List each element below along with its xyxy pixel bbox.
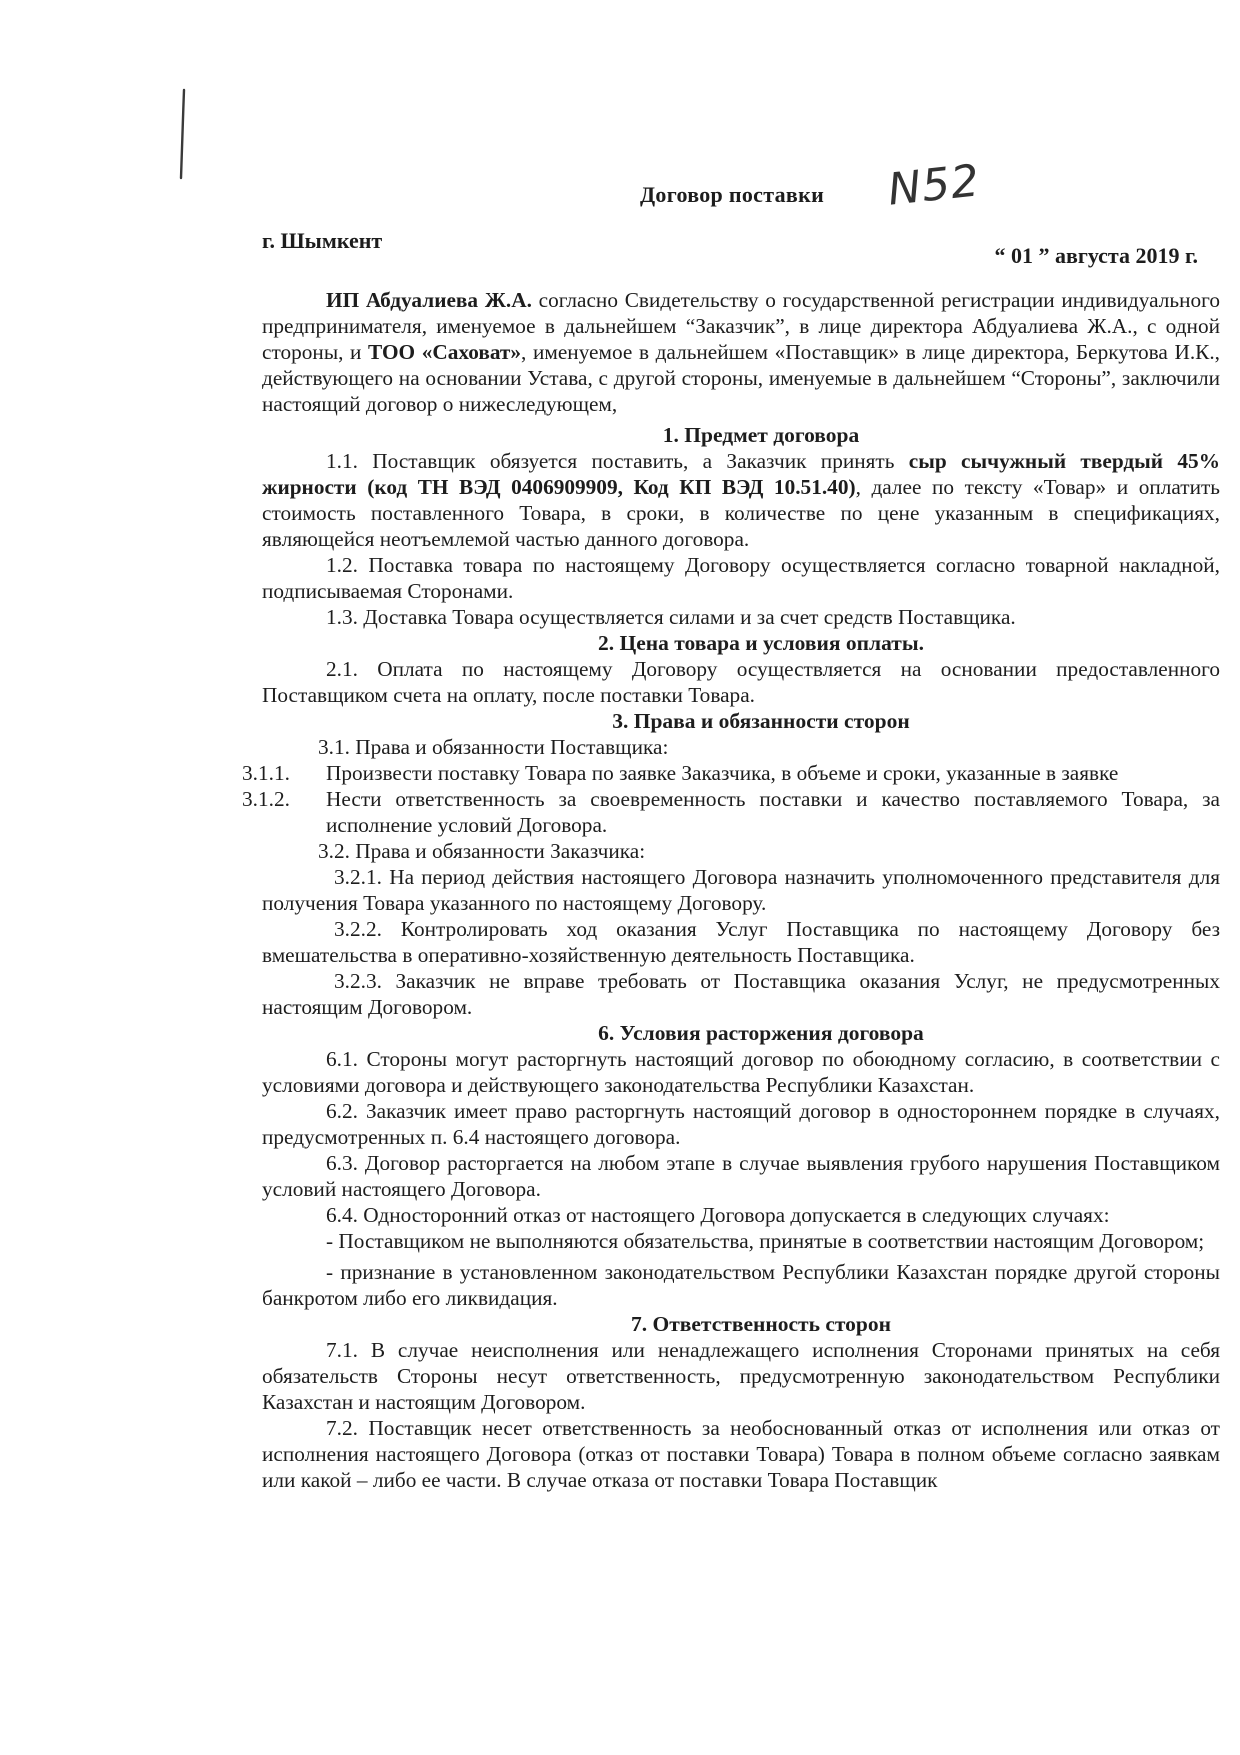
clause-3-2-1: 3.2.1. На период действия настоящего Договора назначить уполномоченного представителя для получения Товара указанного по настоящему Договору. [262, 865, 1220, 915]
document-title: Договор поставки [640, 182, 825, 207]
section-3-heading: 3. Права и обязанности сторон [612, 709, 910, 733]
supplier-name: ТОО «Саховат» [368, 340, 522, 364]
customer-name: ИП Абдуалиева Ж.А. [326, 288, 532, 312]
clause-6-2: 6.2. Заказчик имеет право расторгнуть настоящий договор в одностороннем порядке в случаях, предусмотренных п. 6.4 настоящего договора. [262, 1099, 1220, 1149]
section-7-heading: 7. Ответственность сторон [630, 1312, 892, 1336]
clause-1-3: 1.3. Доставка Товара осуществляется силами и за счет средств Поставщика. [326, 605, 1016, 629]
handwritten-mark [178, 88, 188, 180]
clause-1-1-text-a: 1.1. Поставщик обязуется поставить, а Заказчик принять [326, 449, 909, 473]
clause-1-1-text-b: , далее по тексту «Товар» и оплатить стоимость поставленного Товара, в сроки, в количестве по цене указанным в спецификациях, являющейся неотъемлемой частью данного договора. [262, 475, 1220, 551]
clause-number: 3.1.2. [242, 787, 290, 811]
clause-text: Произвести поставку Товара по заявке Заказчика, в объеме и сроки, указанные в заявке [326, 761, 1119, 785]
clause-1-1 [262, 448, 1220, 552]
section-6-heading: 6. Условия расторжения договора [598, 1021, 924, 1045]
clause-7-1: 7.1. В случае неисполнения или ненадлежащего исполнения Сторонами принятых на себя обязательств Стороны несут ответственность, предусмотренную законодательством Республики Казахстан и настоящим Договором. [262, 1338, 1220, 1414]
clause-text: Нести ответственность за своевременность поставки и качество поставляемого Товара, за исполнение условий Договора. [326, 787, 1220, 837]
document-body [242, 287, 1220, 1493]
clause-6-4: 6.4. Односторонний отказ от настоящего Договора допускается в следующих случаях: [326, 1203, 1110, 1227]
document-city: г. Шымкент [262, 228, 383, 253]
clause-6-4-item-2: - признание в установленном законодательством Республики Казахстан порядке другой стороны банкротом либо его ликвидация. [262, 1260, 1220, 1310]
clause-7-2: 7.2. Поставщик несет ответственность за необоснованный отказ от исполнения или отказ от исполнения настоящего Договора (отказ от поставки Товара) Товара в полном объеме согласно заявкам или какой – либо ее части. В случае отказа от поставки Товара Поставщик [262, 1416, 1220, 1492]
preamble-text-1: согласно Свидетельству о государственной регистрации индивидуального предпринимателя, именуемое в дальнейшем “Заказчик”, в лице директора Абдуалиева Ж.А., с одной стороны, и [262, 288, 1220, 364]
clause-3-1-2 [242, 786, 1220, 838]
clause-3-2-2: 3.2.2. Контролировать ход оказания Услуг Поставщика по настоящему Договору без вмешательства в оперативно-хозяйственную деятельность Поставщика. [262, 917, 1220, 967]
section-2-heading: 2. Цена товара и условия оплаты. [597, 631, 924, 655]
clause-3-2: 3.2. Права и обязанности Заказчика: [318, 839, 646, 863]
preamble-text-2: , именуемое в дальнейшем «Поставщик» в лице директора, Беркутова И.К., действующего на основании Устава, с другой стороны, именуемые в дальнейшем “Стороны”, заключили настоящий договор о нижеследующем, [262, 340, 1220, 416]
clause-6-3: 6.3. Договор расторгается на любом этапе в случае выявления грубого нарушения Поставщиком условий настоящего Договора. [262, 1151, 1220, 1201]
clause-2-1: 2.1. Оплата по настоящему Договору осуществляется на основании предоставленного Поставщиком счета на оплату, после поставки Товара. [262, 657, 1220, 707]
clause-1-1-product: сыр сычужный твердый 45% жирности (код ТН ВЭД 0406909909, Код КП ВЭД 10.51.40) [262, 449, 1220, 499]
clause-3-2-3: 3.2.3. Заказчик не вправе требовать от Поставщика оказания Услуг, не предусмотренных настоящим Договором. [262, 969, 1220, 1019]
clause-3-1: 3.1. Права и обязанности Поставщика: [318, 735, 669, 759]
document-date: “ 01 ” августа 2019 г. [994, 243, 1198, 268]
clause-6-1: 6.1. Стороны могут расторгнуть настоящий договор по обоюдному согласию, в соответствии с условиями договора и действующего законодательства Республики Казахстан. [262, 1047, 1220, 1097]
preamble-paragraph [262, 287, 1220, 417]
handwritten-contract-number: N52 [885, 155, 983, 216]
clause-1-2: 1.2. Поставка товара по настоящему Договору осуществляется согласно товарной накладной, подписываемая Сторонами. [262, 553, 1220, 603]
section-1-heading: 1. Предмет договора [662, 423, 860, 447]
clause-number: 3.1.1. [242, 761, 290, 785]
clause-3-1-1 [242, 760, 1220, 786]
clause-6-4-item-1: - Поставщиком не выполняются обязательства, принятые в соответствии настоящим Договором; [326, 1229, 1205, 1253]
